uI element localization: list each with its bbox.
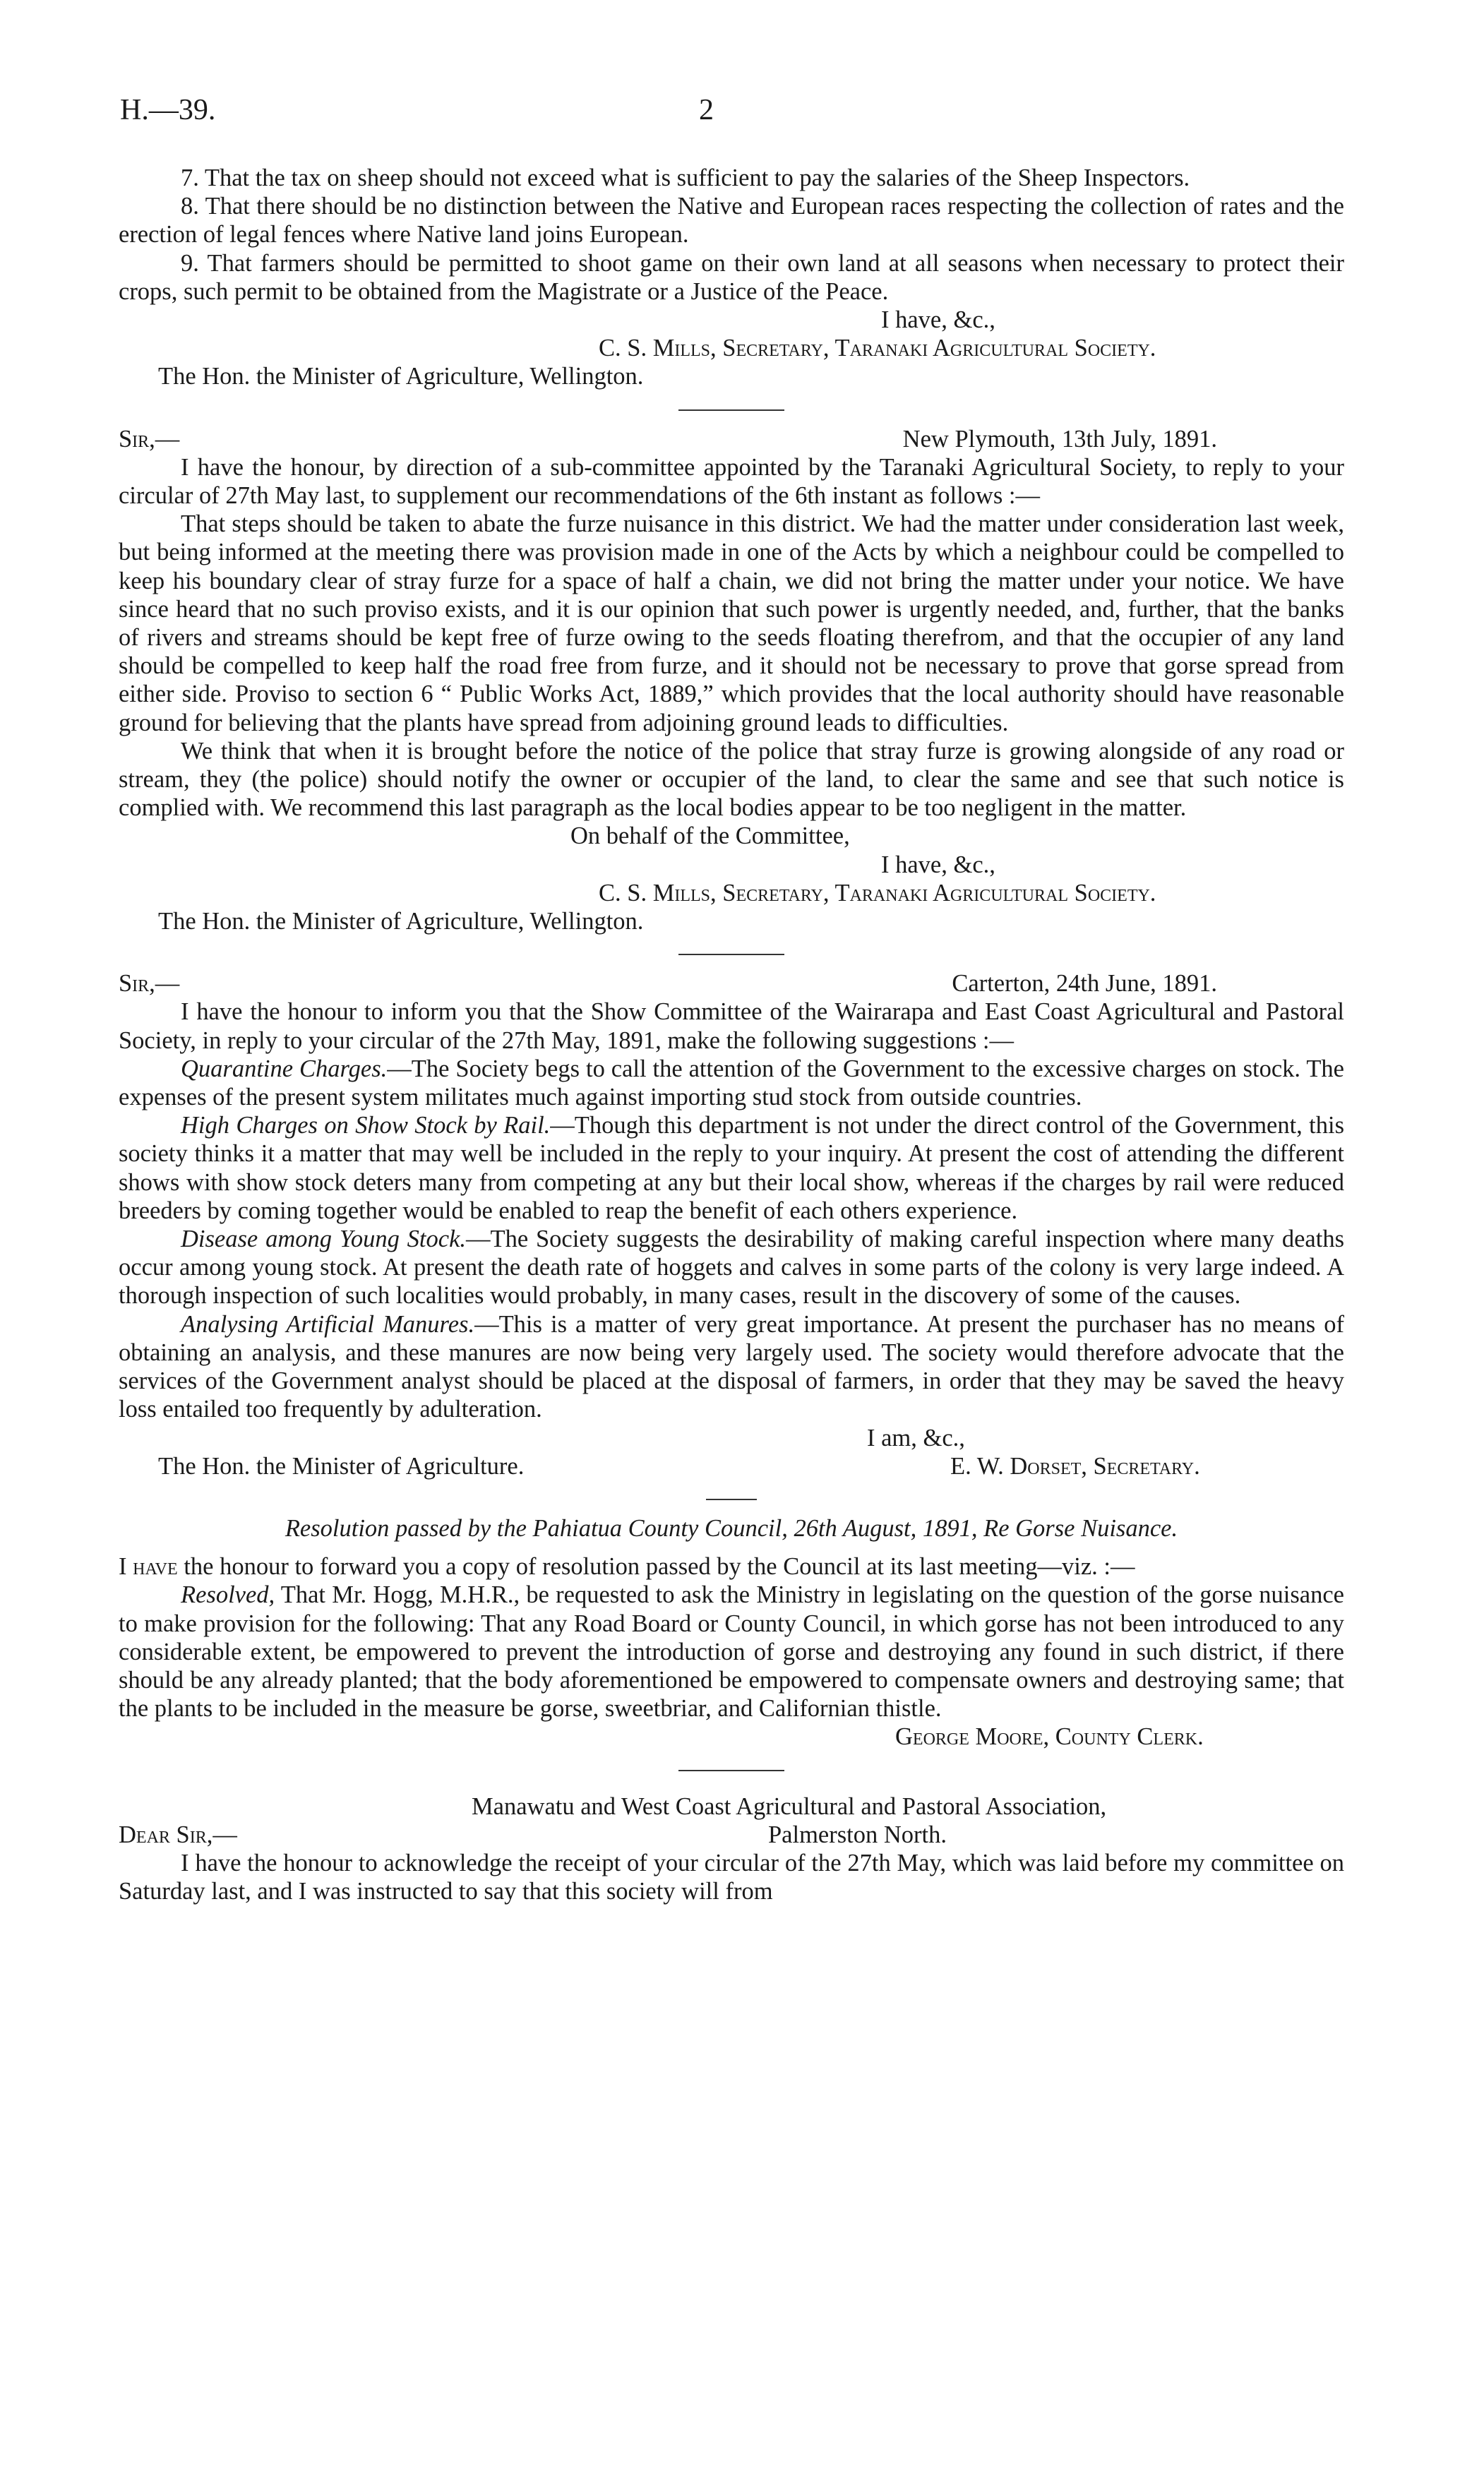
section-divider (678, 954, 784, 955)
quarantine-heading: Quarantine Charges. (181, 1055, 388, 1082)
addressee-line: The Hon. the Minister of Agriculture, Wellington. (158, 363, 644, 390)
salutation-row (119, 1821, 1344, 1849)
quarantine-text: —The Society begs to call the attention of the Government to the excessive charges on stock. The expenses of the present system militates much against importing stud stock from outside countries. (119, 1055, 1344, 1111)
resolution-intro-lead: I have (119, 1553, 178, 1581)
closing-line: I have, &c., (881, 306, 995, 334)
signature-text: George Moore, County Clerk. (895, 1723, 1204, 1751)
manures-heading: Analysing Artificial Manures. (181, 1310, 475, 1338)
resolution-title: Resolution passed by the Pahiatua County Council, 26th August, 1891, Re Gorse Nuisance. (285, 1514, 1178, 1542)
manures-text: —This is a matter of very great importance. At present the purchaser has no means of obtaining an analysis, and these manures are now being very largely used. The society would therefore advocate that the services of the Government analyst should be placed at the disposal of farmers, in order that they may be saved the heavy loss entailed too frequently by adulteration. (119, 1310, 1345, 1423)
recommendation-7: 7. That the tax on sheep should not exceed what is sufficient to pay the salaries of the Sheep Inspectors. (181, 164, 1190, 191)
letter-paragraph: That steps should be taken to abate the furze nuisance in this district. We had the matter under consideration last week, but being informed at the meeting there was provision made in one of the Acts by which a neighbour could be compelled to keep his boundary clear of stray furze for a space of half a chain, we did not bring the matter under your notice. We have since heard that no such proviso exists, and it is our opinion that such power is urgently needed, and, further, that the banks of rivers and streams should be kept free of furze owing to the seeds floating therefrom, and that the occupier of any land should be compelled to keep half the road free from furze, and it should not be necessary to prove that gorse spread from either side. Proviso to section 6 “ Public Works Act, 1889,” which provides that the local authority should have reasonable ground for believing that the plants have spread from adjoining ground leads to difficulties. (119, 510, 1344, 736)
resolved-word: Resolved, (181, 1581, 275, 1609)
place-date: Carterton, 24th June, 1891. (952, 970, 1217, 998)
page-number: 2 (699, 94, 714, 126)
salutation-row (119, 969, 1344, 998)
running-head (120, 93, 1341, 136)
disease-heading: Disease among Young Stock. (181, 1226, 467, 1253)
letter-paragraph: I have the honour, by direction of a sub-committee appointed by the Taranaki Agricultural Society, to reply to your circular of 27th May last, to supplement our recommendations of the 6th instant as follows :— (119, 453, 1344, 510)
addressee-signature-row (119, 1452, 1344, 1480)
resolution-text (119, 1581, 1344, 1723)
document-reference: H.—39. (120, 94, 216, 126)
salutation: Sir,— (119, 970, 180, 998)
rail-heading: High Charges on Show Stock by Rail. (181, 1112, 551, 1139)
section-divider (706, 1499, 757, 1500)
on-behalf-line: On behalf of the Committee, (570, 822, 850, 850)
quarantine-paragraph (119, 1055, 1344, 1111)
resolved-body: That Mr. Hogg, M.H.R., be requested to ask the Ministry in legislating on the question of the gorse nuisance to make provision for the following: That any Road Board or County Council, in which gorse has not been introduced to any considerable extent, be empowered to prevent the introduction of gorse and destroying any found in such district, if there should be any already planted; that the body aforementioned be empowered to compensate owners and destroying same; that the plants to be included in the measure be gorse, sweetbriar, and Californian thistle. (119, 1581, 1344, 1723)
disease-paragraph (119, 1225, 1344, 1310)
rail-text: —Though this department is not under the direct control of the Government, this society thinks it a matter that may well be included in the reply to your inquiry. At present the cost of attending the different shows with show stock deters many from competing at any but their local show, whereas if the charges by rail were reduced breeders by coming together would be enabled to reap the benefit of each others experience. (119, 1112, 1344, 1224)
letter-paragraph: We think that when it is brought before the notice of the police that stray furze is growing alongside of any road or stream, they (the police) should notify the owner or occupier of the land, to clear the same and see that such notice is complied with. We recommend this last paragraph as the local bodies appear to be too negligent in the matter. (119, 737, 1344, 822)
letter-paragraph: I have the honour to acknowledge the receipt of your circular of the 27th May, which was laid before my committee on Saturday last, and I was instructed to say that this society will from (119, 1849, 1344, 1905)
letter-paragraph: I have the honour to inform you that the Show Committee of the Wairarapa and East Coast Agricultural and Pastoral Society, in reply to your circular of the 27th May, 1891, make the following suggestions :— (119, 998, 1344, 1054)
addressee-line: The Hon. the Minister of Agriculture, Wellington. (158, 908, 644, 935)
salutation-row (119, 425, 1344, 453)
recommendation-9: 9. That farmers should be permitted to shoot game on their own land at all seasons when necessary to protect their crops, such permit to be obtained from the Magistrate or a Justice of the Peace. (119, 249, 1344, 305)
place-date: New Plymouth, 13th July, 1891. (902, 425, 1217, 453)
signature-text: C. S. Mills, Secretary, Taranaki Agricultural Society. (599, 879, 1156, 906)
section-divider (678, 409, 784, 411)
organisation-line: Manawatu and West Coast Agricultural and Pastoral Association, (472, 1792, 1107, 1820)
manures-paragraph (119, 1310, 1344, 1424)
closing-line: I am, &c., (867, 1424, 965, 1451)
addressee-line: The Hon. the Minister of Agriculture. (158, 1452, 525, 1480)
disease-text: —The Society suggests the desirability of making careful inspection where many deaths occur among young stock. At present the death rate of hoggets and calves in some parts of the colony is very large indeed. A thorough inspection of such localities would probably, in many cases, result in the discovery of some of the causes. (119, 1226, 1344, 1310)
salutation: Sir,— (119, 425, 180, 453)
signature-line (119, 1723, 1344, 1751)
signature-text: E. W. Dorset, Secretary. (950, 1452, 1200, 1480)
signature-line (119, 879, 1344, 907)
rail-paragraph (119, 1111, 1344, 1225)
signature-line (119, 334, 1344, 362)
resolution-intro-text: the honour to forward you a copy of resolution passed by the Council at its last meeting—viz. :— (177, 1553, 1135, 1581)
resolution-intro (119, 1552, 1344, 1581)
place-line: Palmerston North. (768, 1821, 947, 1848)
signature-text: C. S. Mills, Secretary, Taranaki Agricultural Society. (599, 335, 1156, 362)
closing-line: I have, &c., (881, 851, 995, 878)
recommendation-8: 8. That there should be no distinction between the Native and European races respecting the collection of rates and the erection of legal fences where Native land joins European. (119, 193, 1344, 248)
section-divider (678, 1770, 784, 1771)
body-text (119, 164, 1344, 1905)
salutation: Dear Sir,— (119, 1821, 237, 1848)
